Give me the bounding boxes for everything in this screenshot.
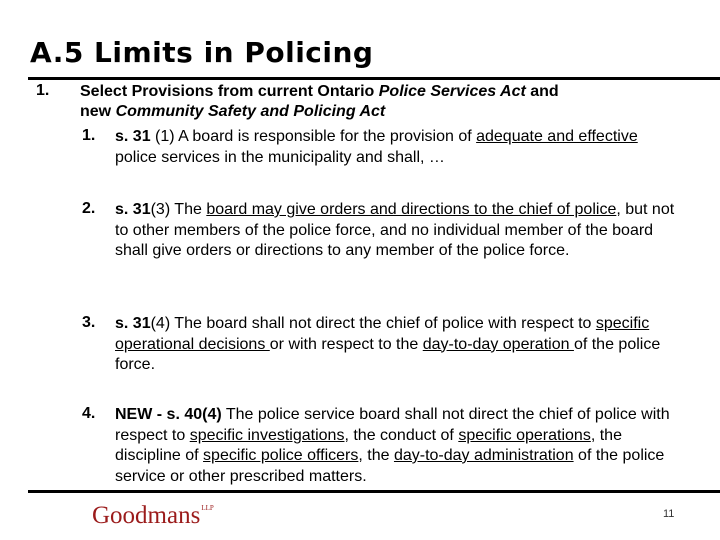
provision-text: s. 31(4) The board shall not direct the chief of police with respect to specific operational decisions or with respect to the day-to-day operation of the police force. (115, 315, 661, 373)
main-item-number: 1. (36, 82, 50, 99)
provision-number: 3. (82, 314, 96, 331)
slide-title: A.5 Limits in Policing (30, 36, 374, 69)
provision-text: s. 31(3) The board may give orders and directions to the chief of police, but not to other members of the police force, and no individual member of the board shall give orders or directions to any member of the police force. (115, 201, 675, 259)
main-item-text: Select Provisions from current Ontario Police Services Act and new Community Safety and Policing Act (80, 83, 559, 120)
provision-text: NEW - s. 40(4) The police service board shall not direct the chief of police with respect to specific investigations, the conduct of specific operations, the discipline of specific police officers, the day-to-day administration of the police service or other prescribed matters. (115, 406, 670, 485)
provision-number: 1. (82, 127, 96, 144)
goodmans-logo: Goodmans$^{LLP}$ (92, 502, 214, 529)
page-number: 11 (663, 508, 675, 520)
title-divider (28, 77, 720, 80)
provision-number: 4. (82, 405, 96, 422)
footer-divider (28, 490, 720, 493)
provision-text: s. 31 (1) A board is responsible for the provision of adequate and effective police services in the municipality and shall, … (115, 128, 638, 166)
provision-number: 2. (82, 200, 96, 217)
